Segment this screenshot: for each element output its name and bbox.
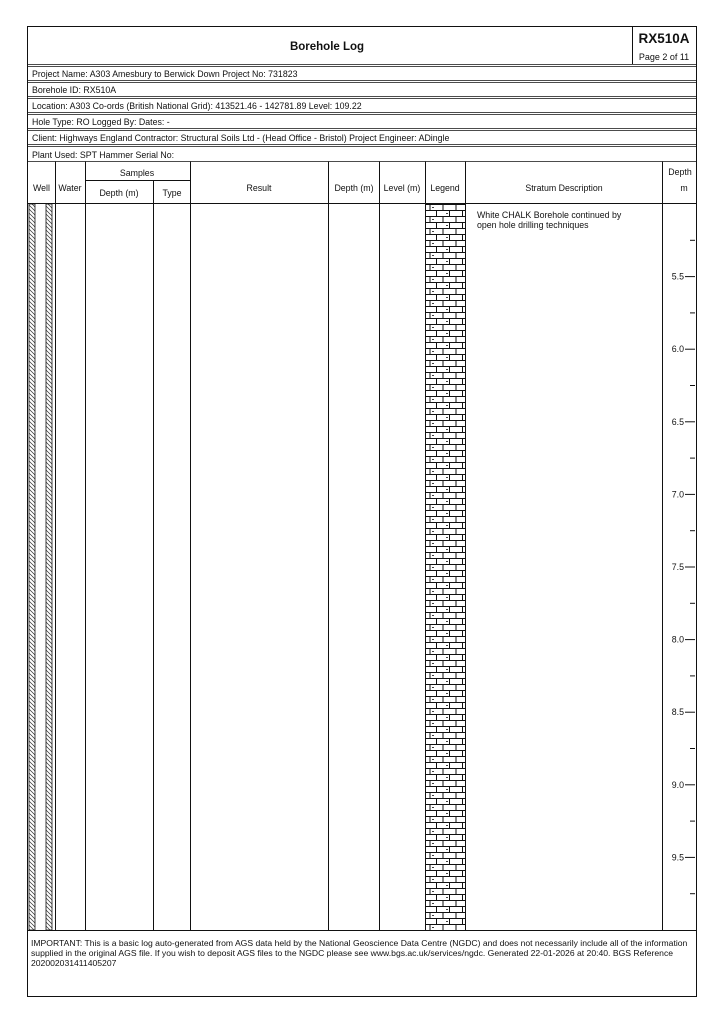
stratum-description-line-2: open hole drilling techniques xyxy=(477,220,589,230)
depth-label: 7.0 xyxy=(671,489,684,500)
col-depth-scale: Depth xyxy=(668,167,692,177)
plant-info: Plant Used: SPT Hammer Serial No: xyxy=(32,150,175,160)
well-casing-left xyxy=(29,204,35,930)
stratum-description-line-1: White CHALK Borehole continued by xyxy=(477,210,622,220)
depth-label: 6.0 xyxy=(671,344,684,355)
col-level: Level (m) xyxy=(383,183,421,193)
depth-label: 6.5 xyxy=(671,416,684,427)
col-depth: Depth (m) xyxy=(334,183,374,193)
depth-label: 9.5 xyxy=(671,852,684,863)
disclaimer-footer: IMPORTANT: This is a basic log auto-generated from AGS data held by the National Geoscience Data Centre (NGDC) and does not necessarily include all of the information supplied in the original AGS file. If you wish to deposit AGS files to the NGDC please see www.bgs.ac.uk/services/ngdc. Generated 22-01-2026 at 20:40. BGS Reference 202002031411405207 xyxy=(31,938,688,968)
col-depth-scale-unit: m xyxy=(680,183,688,193)
well-casing-right xyxy=(46,204,52,930)
depth-label: 8.0 xyxy=(671,634,684,645)
depth-scale xyxy=(672,240,695,893)
legend-chalk-pattern xyxy=(426,204,465,930)
project-info: Project Name: A303 Amesbury to Berwick Down Project No: 731823 xyxy=(32,69,298,79)
depth-label: 7.5 xyxy=(671,562,684,572)
col-samples-type: Type xyxy=(162,188,182,198)
col-well: Well xyxy=(33,183,50,193)
page-indicator: Page 2 of 11 xyxy=(638,52,690,62)
hole-id-big: RX510A xyxy=(638,31,690,46)
col-legend: Legend xyxy=(430,183,460,193)
hole-type-info: Hole Type: RO Logged By: Dates: - xyxy=(32,117,170,127)
depth-label: 8.5 xyxy=(671,707,684,718)
borehole-id-info: Borehole ID: RX510A xyxy=(32,85,117,95)
col-samples-depth: Depth (m) xyxy=(99,188,139,198)
log-title: Borehole Log xyxy=(289,41,365,53)
col-water: Water xyxy=(58,183,82,193)
col-result: Result xyxy=(246,183,272,193)
location-info: Location: A303 Co-ords (British National Grid): 413521.46 - 142781.89 Level: 109.22 xyxy=(32,101,362,111)
client-info: Client: Highways England Contractor: Structural Soils Ltd - (Head Office - Bristol) Project Engineer: ADingle xyxy=(32,133,450,143)
depth-label: 9.0 xyxy=(671,779,684,790)
col-samples: Samples xyxy=(119,168,155,178)
depth-label: 5.5 xyxy=(671,271,684,282)
col-stratum-description: Stratum Description xyxy=(525,183,603,193)
